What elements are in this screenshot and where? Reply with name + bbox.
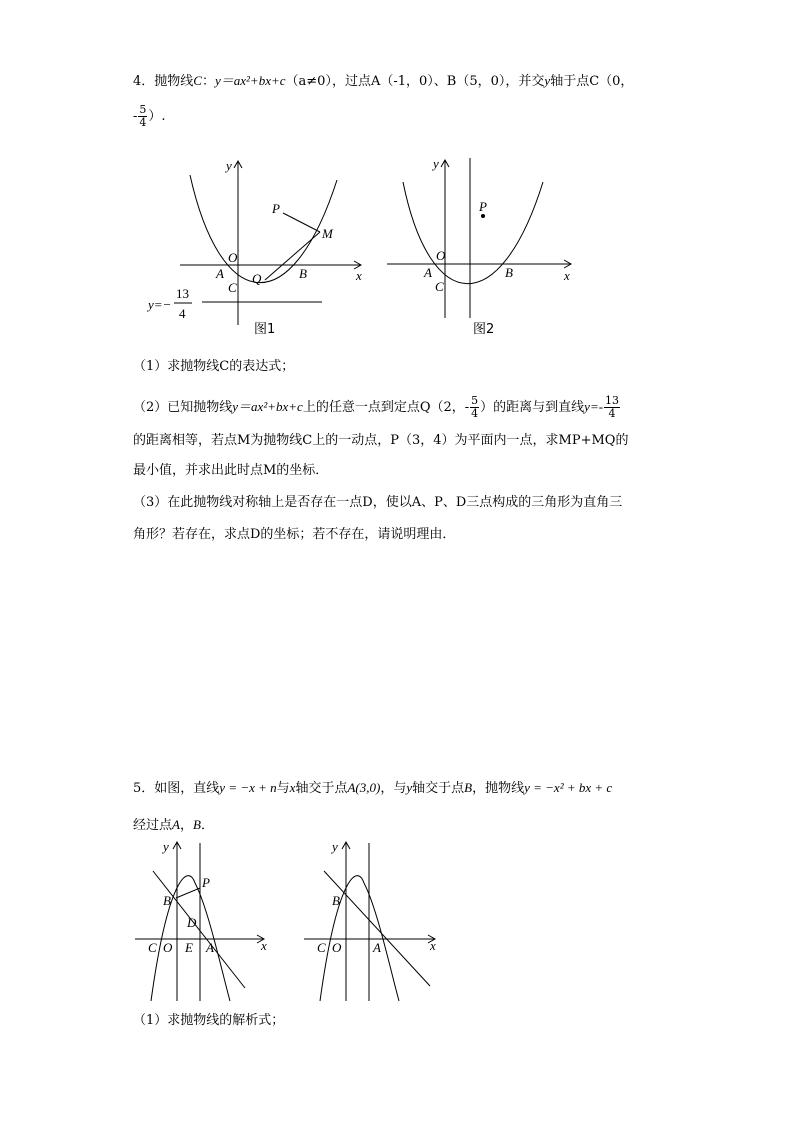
p4-q2-b: 上的任意一点到定点 (302, 400, 420, 415)
fig2-point-p (481, 214, 485, 218)
fig3-label-x: x (261, 938, 267, 953)
fig4-label-a: A (373, 940, 381, 955)
fig2-label-x: x (564, 268, 570, 283)
p4-condition: （a≠0） (285, 74, 332, 89)
fig1-caption: 图1 (254, 322, 276, 337)
p5-eq1: y = −x + n (219, 780, 277, 795)
p4-question-1: （1）求抛物线C的表达式； (133, 359, 295, 374)
figure-3 (133, 838, 283, 1008)
p5-b-var2: B (192, 817, 201, 832)
p4-axis-at: 轴于点 (550, 74, 590, 89)
fig2-label-c: C (435, 279, 444, 294)
p5-a-coord: A(3,0) (347, 780, 381, 795)
p4-q2-line: y=- (584, 399, 604, 414)
fig3-label-y: y (163, 839, 169, 854)
p5-statement-line2 (133, 816, 214, 835)
p4-pass: ，过点 (331, 74, 371, 89)
p5-s1: 如图，直线 (154, 781, 220, 796)
fig3-label-d: D (187, 915, 197, 930)
p4-c-num: 5 (139, 103, 147, 116)
p4-sep: 、 (433, 74, 447, 89)
p4-q2-line-den: 4 (608, 407, 616, 420)
fig4-label-x: x (430, 938, 436, 953)
p4-q2-line-num: 13 (605, 394, 620, 407)
fig1-label-a: A (216, 266, 224, 281)
p4-neg: - (133, 109, 138, 124)
fig4-line-ab (324, 871, 430, 986)
fig1-line-num: 13 (176, 286, 189, 301)
p5-b-var: B (464, 780, 473, 795)
p5-s5: 轴交于点 (412, 781, 465, 796)
figure-2 (385, 150, 585, 340)
fig2-label-y: y (433, 156, 439, 171)
p4-q2-q-frac (470, 395, 479, 420)
p4-q2-q-den: 4 (471, 407, 479, 420)
fig1-segment-pm (283, 213, 320, 232)
p4-parabola-name: C (193, 73, 202, 88)
fig2-label-a: A (424, 265, 432, 280)
p4-point-b: B（5，0） (446, 74, 506, 89)
fig1-parabola (190, 175, 337, 283)
p4-c-fraction (138, 104, 147, 129)
fig3-label-c: C (148, 940, 157, 955)
p4-equation: y＝ax²+bx+c (214, 73, 286, 88)
fig2-label-o: O (436, 248, 446, 263)
p4-q2-a: （2）已知抛物线 (133, 400, 233, 415)
p5-comma: ， (179, 818, 193, 833)
fig1-label-p: P (272, 201, 280, 216)
p5-question-1: （1）求抛物线的解析式； (133, 1013, 285, 1028)
p4-cross: ，并交 (505, 74, 545, 89)
p4-q2-line-frac (604, 395, 620, 420)
fig1-label-c: C (228, 280, 237, 295)
fig3-label-a: A (206, 940, 214, 955)
p4-question-3-line1: （3）在此抛物线对称轴上是否存在一点D，使以A、P、D三点构成的三角形为直角三 (133, 495, 623, 510)
figure-1 (140, 150, 380, 340)
fig1-line-den: 4 (179, 306, 186, 321)
p5-statement-line1 (133, 779, 612, 798)
fig1-line-eq: y=− (148, 297, 172, 312)
p5-y-var: y (406, 780, 413, 795)
fig2-caption: 图2 (473, 322, 495, 337)
fig3-label-p: P (202, 875, 210, 890)
p5-s6: ，抛物线 (472, 781, 525, 796)
p4-c-den: 4 (139, 116, 147, 129)
p5-x-var: x (289, 780, 296, 795)
p4-number: 4． (133, 74, 155, 89)
p4-q2-q: Q（2，- (419, 400, 470, 415)
p4-y-axis: y (544, 73, 551, 88)
fig4-label-o: O (332, 940, 342, 955)
fig1-label-o: O (228, 250, 238, 265)
fig4-label-b: B (332, 893, 340, 908)
fig1-segment-mq (265, 232, 320, 280)
p4-c-value (133, 104, 166, 129)
p4-intro: 抛物线 (154, 74, 194, 89)
p4-statement (133, 72, 633, 91)
p4-question-2-line2: 的距离相等，若点M为抛物线C上的一动点，P（3，4）为平面内一点，求MP+MQ的 (133, 433, 629, 448)
fig2-label-p: P (479, 199, 487, 214)
fig1-label-x: x (356, 268, 362, 283)
p5-s4: ，与 (380, 781, 407, 796)
p4-question-2-line3: 最小值，并求出此时点M的坐标． (133, 463, 329, 478)
p4-close: ）. (148, 109, 166, 124)
p5-eq2: y = −x² + bx + c (524, 780, 613, 795)
p5-number: 5． (133, 781, 155, 796)
fig1-label-m: M (322, 226, 333, 241)
figure-4 (302, 838, 452, 1008)
p5-a-var: A (172, 817, 180, 832)
p4-colon: ： (201, 74, 215, 89)
fig3-segment-bp (176, 888, 200, 898)
fig1-label-q: Q (252, 271, 262, 286)
p4-q2-eq: y＝ax²+bx+c (232, 399, 303, 414)
p4-point-a: A（-1，0） (370, 74, 434, 89)
fig4-label-c: C (317, 940, 326, 955)
p4-question-3-line2: 角形？若存在，求点D的坐标；若不存在，请说明理由． (133, 527, 456, 542)
fig3-label-e: E (185, 940, 193, 955)
p4-point-c: C（0， (589, 74, 634, 89)
fig4-label-y: y (332, 839, 338, 854)
p4-q2-c: ）的距离与到直线 (480, 400, 585, 415)
p5-s2: 与 (276, 781, 290, 796)
fig1-label-b: B (299, 266, 307, 281)
p4-question-2-line1 (133, 395, 621, 420)
p4-q2-q-num: 5 (471, 394, 479, 407)
p5-s3: 轴交于点 (295, 781, 348, 796)
p5-line2-a: 经过点 (133, 818, 173, 833)
fig3-label-o: O (163, 940, 173, 955)
p5-period: ． (200, 818, 214, 833)
fig1-label-y: y (226, 158, 232, 173)
fig2-label-b: B (505, 265, 513, 280)
fig3-label-b: B (163, 893, 171, 908)
